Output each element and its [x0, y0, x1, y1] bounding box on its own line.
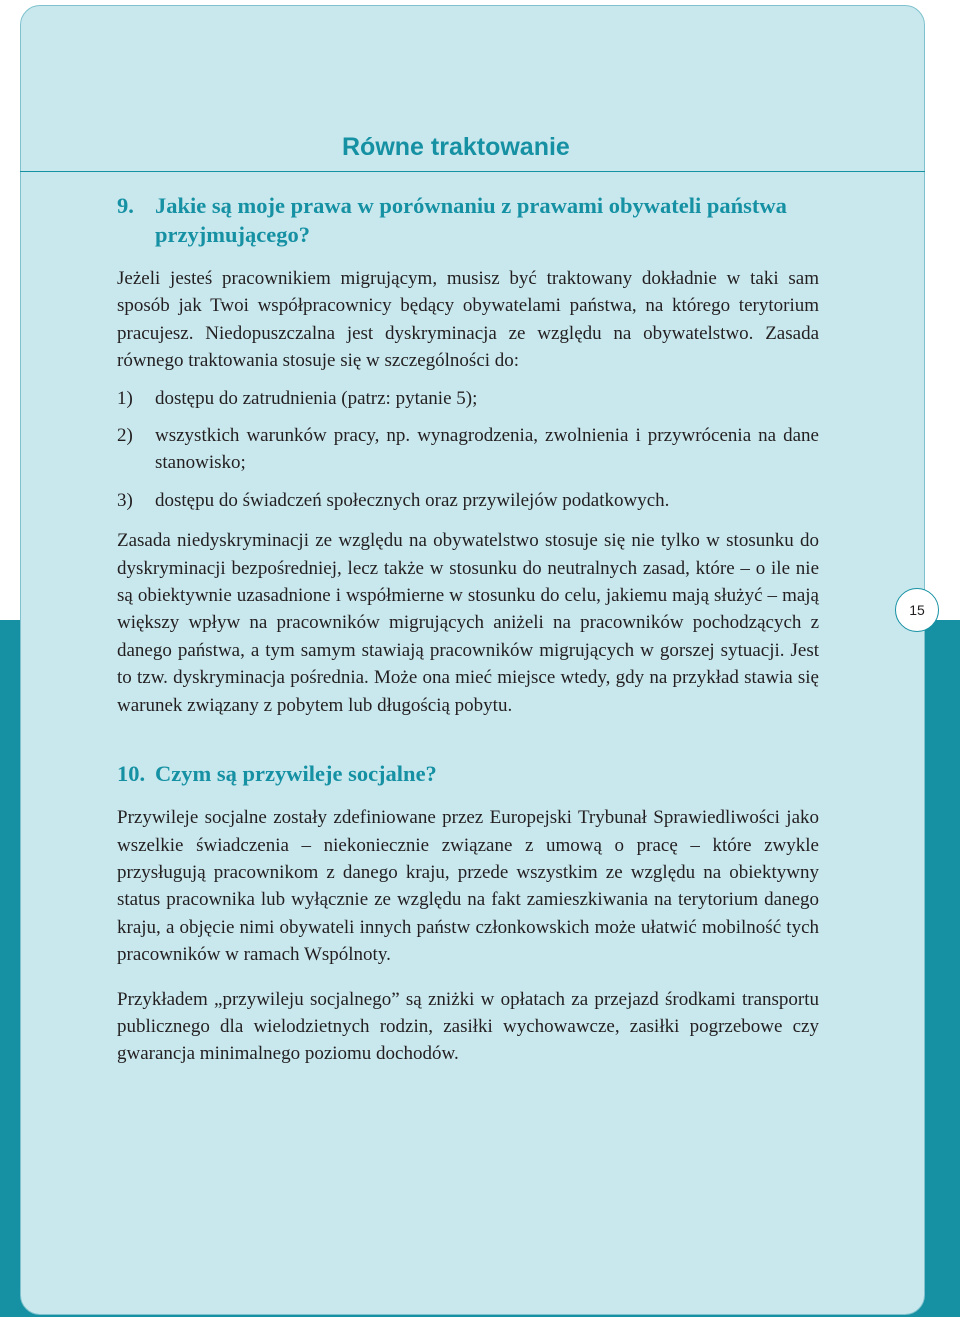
- list-item: [117, 385, 819, 412]
- paragraph-indirect-discrimination: Zasada niedyskryminacji ze względu na obywatelstwo stosuje się nie tylko w stosunku do dyskryminacji bezpośredniej, lecz także w stosunku do neutralnych zasad, które – o ile nie są obiektywnie uzasadnione i współmierne w stosunku do celu, jakiemu mają służyć – mają większy wpływ na pracowników migrujących aniżeli na pracowników pochodzących z danego państwa, a tym samym stawiają pracowników migrujących w gorszej sytuacji. Jest to tzw. dyskryminacja pośrednia. Może ona mieć miejsce wtedy, gdy na przykład stawia się warunek związany z pobytem lub długością pobytu.: [117, 530, 819, 716]
- question-10-heading: [117, 759, 819, 788]
- paragraph-social-advantages-example: Przykładem „przywileju socjalnego” są zniżki w opłatach za przejazd środkami transportu publicznego dla wielodzietnych rodzin, zasiłki wychowawcze, zasiłki pogrzebowe czy gwarancja minimalnego poziomu dochodów.: [117, 988, 819, 1065]
- list-item-number: 2): [117, 425, 133, 447]
- question-9-text: Jakie są moje prawa w porównaniu z prawami obywateli państwa przyjmującego?: [155, 193, 787, 247]
- page-number-badge: 15: [895, 588, 939, 632]
- question-10-number: 10.: [117, 761, 146, 787]
- list-item-number: 1): [117, 387, 133, 409]
- paragraph-equal-treatment: Jeżeli jesteś pracownikiem migrującym, musisz być traktowany dokładnie w taki sam sposób jak Twoi współpracownicy będący obywatelami państwa, na którego terytorium pracujesz. Niedopuszczalna jest dyskryminacja ze względu na obywatelstwo. Zasada równego traktowania stosuje się w szczególności do:: [117, 268, 819, 372]
- list-item-text: dostępu do zatrudnienia (patrz: pytanie 5);: [155, 387, 478, 409]
- list-item-text: dostępu do świadczeń społecznych oraz przywilejów podatkowych.: [155, 489, 670, 511]
- list-item: [117, 487, 819, 514]
- question-9-heading: [117, 191, 819, 249]
- paragraph-social-advantages-definition: Przywileje socjalne zostały zdefiniowane przez Europejski Trybunał Sprawiedliwości jako wszelkie świadczenia – niekoniecznie związane z umową o pracę – które zwykle przysługują pracownikom z danego kraju, przede wszystkim ze względu na obiektywny status pracownika lub wyłącznie ze względu na fakt zamieszkiwania na terytorium danego kraju, a objęcie nimi obywateli innych państw członkowskich może ułatwić mobilność tych pracowników w ramach Wspólnoty.: [117, 807, 819, 966]
- list-item-text: wszystkich warunków pracy, np. wynagrodzenia, zwolnienia i przywrócenia na dane stanowisko;: [155, 425, 819, 474]
- page-content: [117, 191, 819, 1068]
- equal-treatment-list: [117, 385, 819, 515]
- question-10-text: Czym są przywileje socjalne?: [155, 761, 437, 787]
- section-title: Równe traktowanie: [342, 133, 570, 161]
- title-divider: [20, 171, 925, 172]
- list-item-number: 3): [117, 489, 133, 511]
- question-9-number: 9.: [117, 193, 134, 218]
- list-item: [117, 422, 819, 477]
